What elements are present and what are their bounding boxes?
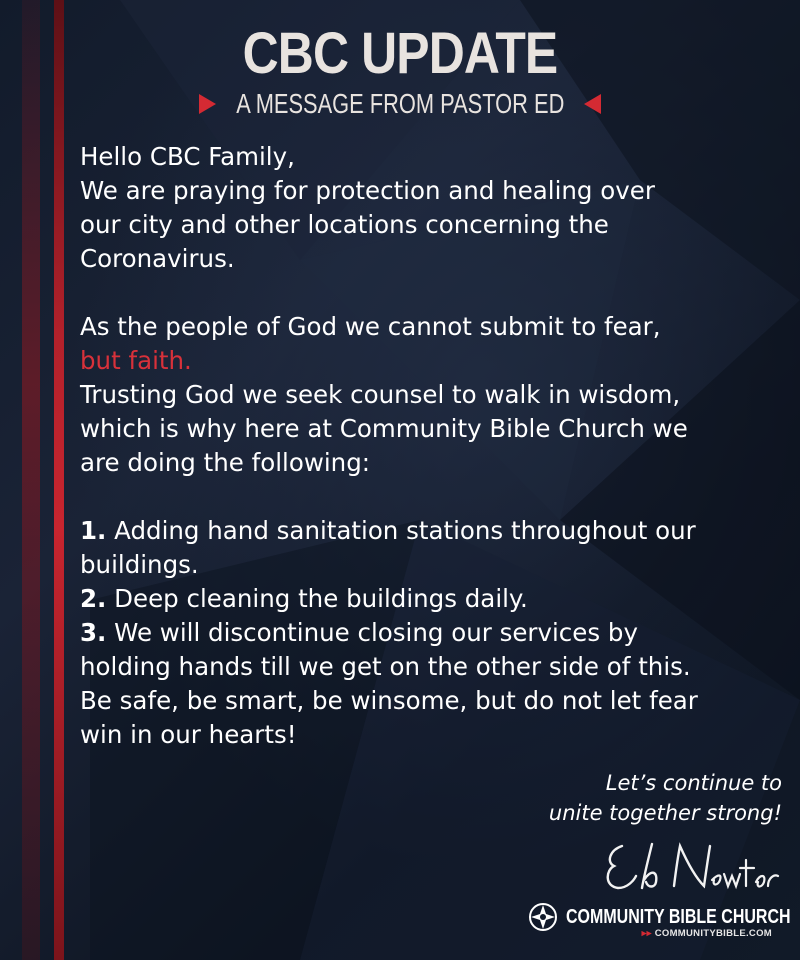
list-text: Adding hand sanitation stations throughout our: [114, 516, 696, 545]
list-item-continuation: holding hands till we get on the other side of this.: [80, 652, 691, 681]
decorative-stripe-red: [54, 0, 64, 960]
greeting: Hello CBC Family,: [80, 142, 295, 171]
list-number: 1.: [80, 516, 107, 545]
arrow-left-icon: [584, 94, 601, 114]
message-line: win in our hearts!: [80, 720, 297, 749]
message-body: [80, 140, 790, 752]
church-name: COMMUNITY BIBLE CHURCH: [566, 905, 791, 928]
list-item: [80, 616, 790, 650]
list-item-continuation: buildings.: [80, 550, 199, 579]
signature: [600, 836, 780, 900]
message-line: our city and other locations concerning the: [80, 210, 609, 239]
message-line: We are praying for protection and healing over: [80, 176, 655, 205]
list-number: 3.: [80, 618, 107, 647]
list-number: 2.: [80, 584, 107, 613]
signoff-line: unite together strong!: [548, 801, 782, 825]
subtitle: A MESSAGE FROM PASTOR ED: [235, 88, 565, 119]
subtitle-row: [0, 88, 800, 120]
website[interactable]: [642, 928, 772, 939]
list-item: [80, 582, 790, 616]
message-line: Coronavirus.: [80, 244, 235, 273]
list-item: [80, 514, 790, 548]
chevrons-icon: ▸▸: [641, 928, 652, 939]
message-line: are doing the following:: [80, 448, 371, 477]
message-line: Trusting God we seek counsel to walk in wisdom,: [80, 380, 681, 409]
list-text: We will discontinue closing our services by: [114, 618, 638, 647]
signoff: [549, 768, 782, 828]
message-line: As the people of God we cannot submit to fear,: [80, 312, 661, 341]
faith-highlight: but faith.: [80, 346, 192, 375]
message-line: Be safe, be smart, be winsome, but do not let fear: [80, 686, 698, 715]
website-url[interactable]: COMMUNITYBIBLE.COM: [654, 928, 772, 939]
decorative-stripe-dark: [22, 0, 40, 960]
signoff-line: Let’s continue to: [605, 771, 782, 795]
list-text: Deep cleaning the buildings daily.: [114, 584, 528, 613]
page-title: CBC UPDATE: [242, 21, 558, 86]
arrow-right-icon: [199, 94, 216, 114]
compass-star-icon: [528, 902, 558, 932]
message-line: which is why here at Community Bible Church we: [80, 414, 688, 443]
